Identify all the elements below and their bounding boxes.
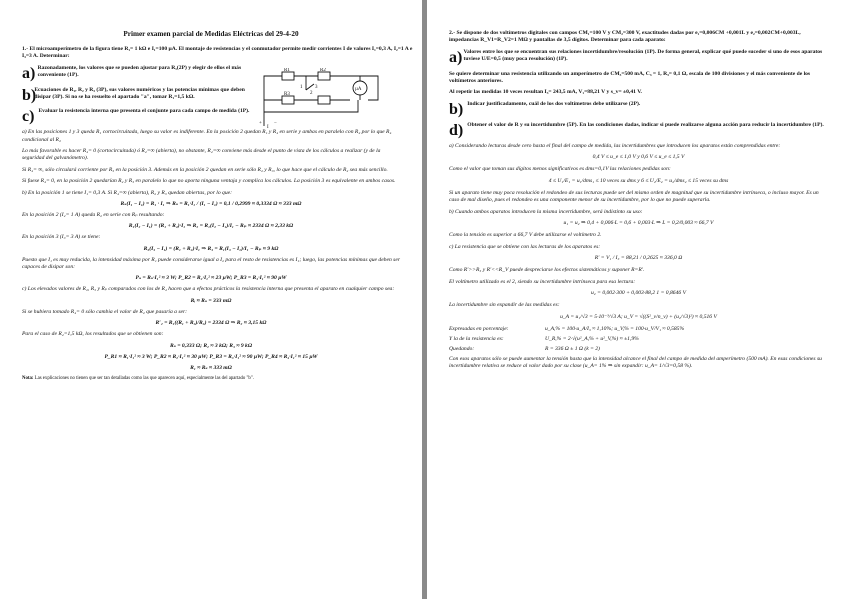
question-1-statement: 1.- El microamperímetro de la figura tiene R₁= 1 kΩ e I₁=100 µA. El montaje de resistencias y el conmutador permite medir corrientes I de valores I₁=0,3 A, I₂=1 A e I₃=3 A. Determinar: <box>22 46 413 60</box>
row-result-value: R = 336 Ω ± 1 Ω (k = 2) <box>545 345 600 352</box>
exam-page-left <box>0 0 422 599</box>
equation-2-range: 0,4 V ≤ u_e ≤ 1,0 V y 0,6 V ≤ u_e ≤ 1,5 V <box>592 154 685 160</box>
question-2d-text: Obtener el valor de R y su incertidumbre (5P). En las condiciones dadas, indicar si puede realizarse alguna acción para reducir la incertidumbre (1P). <box>467 121 824 128</box>
equation-r2: R₁(I₂ − I₁) = (R₁ + R₂)·I₁ ⇒ R₂ = R₁(I₂ − I₁)/I₁ − Rₚ ≈ 2334 Ω ≈ 2,33 kΩ <box>128 223 294 230</box>
equation-2-uncertainties: u_A = u₁/√3 = 5·10⁻³/√3 A; u_V = √((S²_v/n_v) + (u₂/√3)²) ≈ 0,516 V <box>560 313 717 320</box>
label-2a: a) <box>449 48 463 66</box>
question-2d <box>449 122 828 140</box>
circuit-diagram <box>258 68 384 132</box>
label-b: b) <box>22 86 37 104</box>
solution-c-3: Para el caso de R₄=1,5 kΩ, los resultados que se obtienen son: <box>22 331 164 338</box>
resistor-r4 <box>318 96 330 104</box>
question-1c <box>22 108 252 126</box>
solution-a-4: Si fuese R₄= 0, en la posición 2 quedarían R₂ y R₃ en paralelo lo que no aporta ninguna ventaja y complica los cálculos. La posición 3 es equivalente en ambos casos. <box>22 178 396 185</box>
label-current: I <box>267 125 269 130</box>
solution-b-4: Puesto que I₁ es muy reducida, la intensidad máxima por R₁ puede considerarse igual a I₂ para el resto de resistencias es I₁; luego, las potencias mínimas que deben ser capaces de disipar son: <box>22 256 400 270</box>
equation-2-ratio: 4 ≤ U₁/E₁ = u₁/dms₁ ≤ 10 veces su dms y 6 ≤ U₂/E₂ = u₂/dms₂ ≤ 15 veces su dms <box>548 177 729 184</box>
resistor-r1 <box>282 72 294 80</box>
label-r2: R2 <box>320 68 326 73</box>
solution-2c-3: El voltímetro utilizado es el 2, siendo su incertidumbre intrínseca para esa lectura: <box>449 278 636 285</box>
question-1a-text: Razonadamente, los valores que se pueden ajustar para R₁(2P) y elegir de ellos el más conveniente (1P). <box>37 64 242 79</box>
equation-r3: R₃(I₃ − I₁) = (R₁ + R₂)·I₁ ⇒ R₃ = R₁(I₃ − I₁)/I₁ − Rₚ ≈ 9 kΩ <box>143 245 279 252</box>
label-r3: R3 <box>284 92 290 97</box>
row-resistance-label: Y la de la resistencia es: <box>449 335 504 342</box>
exam-title: Primer examen parcial de Medidas Eléctricas del 29-4-20 <box>123 30 299 38</box>
question-2-setup: Se quiere determinar una resistencia utilizando un amperímetro de CM₃=500 mA, C₃ = 1, R₃= 0,1 Ω, escala de 100 divisiones y el más conveniente de los voltímetros anteriores. <box>449 70 811 84</box>
resistor-r3 <box>282 96 294 104</box>
question-2b <box>449 101 828 119</box>
solution-2b-2: Como la tensión es superior a 66,7 V debe utilizarse el voltímetro 2. <box>449 232 602 239</box>
solution-c-1: c) Los elevados valores de R₂, R₃ y Rₚ comparados con los de R₄ hacen que a efectos prácticos la resistencia interna que presenta el aparato en cualquier campo sea: <box>22 286 395 293</box>
solution-2c-1: c) La resistencia que se obtiene con las lecturas de los aparatos es: <box>449 243 601 250</box>
solution-b-1: b) En la posición 1 se tiene I₁= 0,3 A. Si R₄=∞ (abierta), R₂ y R₃ quedan abiertas, por lo que: <box>22 189 232 196</box>
equation-ri: Rᵢ ≈ Rₛ = 333 mΩ <box>190 297 232 304</box>
equation-2-u2: u₂ = 0,002·300 + 0,003·88,2 1 = 0,8646 V <box>591 290 686 297</box>
equation-case-powers: P_R1 ≈ R₁·I₁² ≈ 3 W; P_R2 ≈ R₂·I₁² ≈ 30 µW; P_R3 = R₃·I₁² ≈ 90 µW; P_R4 ≈ R₄·I₁² ≈ 15 µW <box>104 353 318 360</box>
label-node-minus: − <box>274 121 277 126</box>
solution-a-1: a) En las posiciones 1 y 3 queda R₁ cortocircuitada, luego su valor es indiferente. En la posición 2 quedan R₁ y R₄ en serie y ambas en paralelo con R₂ por lo que R₄ condicional al R₂ <box>22 129 392 143</box>
note <box>22 376 400 382</box>
row-result <box>449 346 828 352</box>
solution-2a-2: Como el valor que toman sus dígitos menos significativos es dms=0,1V las relaciones pedidas son: <box>449 166 671 173</box>
solution-2-final: Con esos aparatos sólo se puede aumentar la tensión hasta que la intensidad alcance el final del campo de medida del amperímetro (500 mA). En esas condiciones su incertidumbre relativa se reduce al valor dado por su clase (u_A= 1% ⇒ sin expandir: u_A= 1/√3=0,58 %). <box>449 355 822 370</box>
question-2-statement: 2.- Se dispone de dos voltímetros digitales con campos CM₁=100 V y CM₂=300 V, exactitudes dadas por e₁=0,006CM +0,001L y e₂=0,002CM+0,003L, impedancias R_V1=R_V2=1 MΩ y pantallas de 3,5 dígitos. Determinar para cada aparato: <box>449 30 801 44</box>
label-r1: R1 <box>284 68 290 73</box>
question-1c-text: Evaluar la resistencia interna que presenta el conjunte para cada campo de medida (1P). <box>38 108 250 115</box>
equation-case-values: Rₛ = 0,333 Ω; R₂ ≈ 3 kΩ; R₃ ≈ 9 kΩ <box>169 342 253 349</box>
row-result-label: Quedando: <box>449 345 475 352</box>
switch-blade <box>306 84 314 90</box>
solution-c-2: Si se hubiera tomado R₄= 0 sólo cambia el valor de R₂ que pasaría a ser: <box>22 308 188 315</box>
solution-b-3: En la posición 3 (I₃= 3 A) se tiene: <box>22 234 101 241</box>
label-2d: d) <box>449 121 464 139</box>
row-percent-label: Expresadas en porcentaje: <box>449 325 509 332</box>
solution-2a-3: Si un aparato tiene muy poca resolución el redondeo de sus lecturas puede ser del mismo orden de magnitud que su incertidumbre intrínseca, o incluso mayor. Es un caso de mal diseño, pues el redondeo es una componente menor de su incertidumbre, por lo que no puede superarla. <box>449 189 819 204</box>
solution-b-2: En la posición 2 (I₂= 1 A) queda R₂ en serie con Rₚ resultando: <box>22 211 165 218</box>
resistor-r2 <box>318 72 330 80</box>
label-switch-2: 2 <box>310 91 313 96</box>
label-2b: b) <box>449 100 464 118</box>
row-resistance-value: U_R,% = 2·√(u²_A,% + u²_V,%) ≈ ±1,9% <box>545 335 639 342</box>
equation-2-equal: u₁ = u₂ ⇒ 0,4 + 0,006·L = 0,6 + 0,003·L ⇒ L = 0,2/0,003 ≈ 66,7 V <box>563 220 714 227</box>
question-2-readings: Al repetir las medidas 10 veces resultan I₃= 243,5 mA, V₁=88,21 V y s_v= ±0,41 V. <box>449 89 642 96</box>
label-switch-1: 1 <box>300 85 303 90</box>
circuit-wire-bottom <box>264 100 358 112</box>
question-2a <box>449 49 828 68</box>
equation-r2-alt: R′₂ = R₁((R₁ + R₃)/R₃) = 2334 Ω ⇒ R₂ ≈ 3,15 kΩ <box>155 320 267 327</box>
label-meter: µA <box>355 87 362 92</box>
row-percent-value: u_A,% = 100·u_A/I₃ ≈ 1,10%; u_V,% = 100·u_V/V₁ ≈ 0,585% <box>545 325 685 332</box>
question-1b-text: Ecuaciones de R₁, R₂ y R₃ (3P), sus valores numéricos y las potencias mínimas que deben disipar (3P). Si no se ha resuelto el apartado "a", tomar R₁=1,5 kΩ. <box>34 86 245 100</box>
row-resistance <box>449 336 828 342</box>
equation-powers: Pₛ = Rₛ·I₁² ≈ 3 W; P_R2 = R₂·I₁² ≈ 23 µW; P_R3 = R₃·I₁² ≈ 90 µW <box>135 275 287 282</box>
solution-2c-2: Como R′>>R₃ y R′<<R_V puede despreciarse los efectos sistemáticos y suponer R=R′. <box>449 267 645 274</box>
question-1-block <box>22 46 413 126</box>
solution-2a-1: a) Considerando lecturas desde cero hasta el final del campo de medida, las incertidumbres que introducen los aparatos están comprendidas entre: <box>449 142 781 149</box>
label-node-plus: + <box>259 121 262 126</box>
exam-page-right <box>427 0 848 599</box>
solution-2b-1: b) Cuando ambos aparatos introducen la misma incertidumbre, será indistinto su uso: <box>449 208 643 215</box>
label-c: c) <box>22 108 35 126</box>
label-a: a) <box>22 64 36 82</box>
note-label: Nota: <box>22 375 34 381</box>
question-2a-text: Valores entre los que se encuentran sus relaciones incertidumbre/resolución (1P). De forma general, explicar qué puede suceder si uno de esos aparatos tuviese U/E=0,5 (muy poca resolución) (1P). <box>463 48 823 63</box>
equation-case-ri: R₁ ≈ Rₛ ≈ 333 mΩ <box>190 364 232 371</box>
row-percent <box>449 326 828 332</box>
equation-rs: Rₛ(I₁ − I₁) = R₁ · I₁ ⇒ Rₛ = R₁·I₁ / (I₁ − I₁) = 0,1 / 0,2999 ≈ 0,3334 Ω ≈ 333 mΩ <box>120 200 302 207</box>
question-1b <box>22 87 252 106</box>
question-1a <box>22 65 252 84</box>
solution-a-2: Lo más favorable es hacer R₄= 0 (cortocircuitada) ó R₄=∞ (abierta), no obstante, R₄=∞ conviene más desde el punto de vista de los cálculos a realizar (y de la seguridad del galvanómetro). <box>22 148 381 162</box>
question-2b-text: Indicar justificadamente, cuál de los dos voltímetros debe utilizarse (2P). <box>467 100 641 107</box>
solution-2c-4: La incertidumbre sin expandir de las medidas es: <box>449 302 560 309</box>
label-switch-3: 3 <box>315 85 318 90</box>
equation-2-resistance: R′ = V₁ / I₃ = 88,21 / 0,2625 ≈ 336,0 Ω <box>594 255 683 262</box>
solution-a-3: Si R₄= ∞, sólo circulará corriente por R₃ en la posición 3. Además en la posición 2 quedan en serie sólo R₂ y R₃, lo que hace que el cálculo de R₂ sea más sencillo. <box>22 166 388 173</box>
note-text: Las explicaciones no tienen que ser tan detalladas como las que aparecen aquí, especialmente las del apartado "b". <box>34 375 254 381</box>
